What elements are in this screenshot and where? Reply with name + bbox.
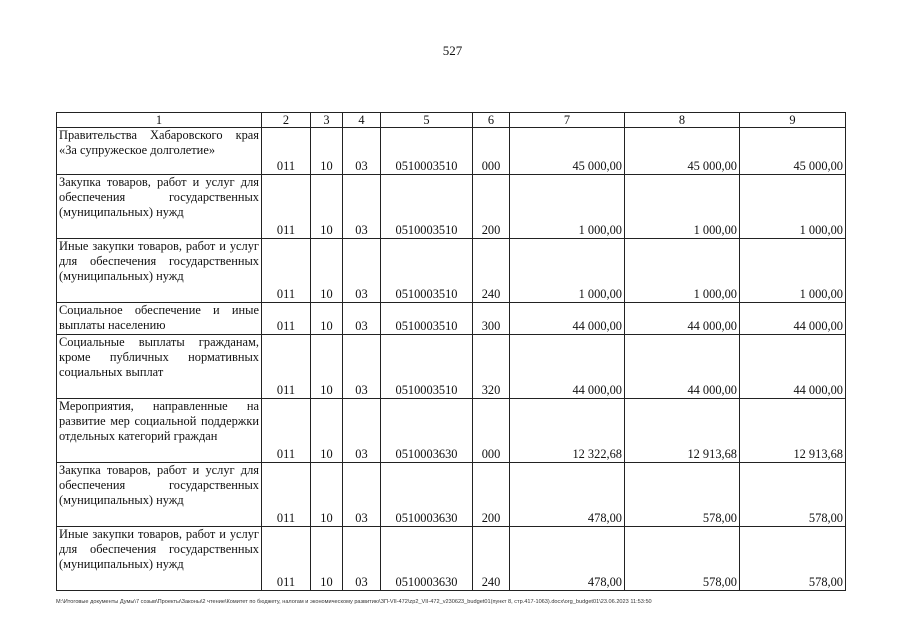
document-footer-path: M:\Итоговые документы Думы\7 созыв\Проекты\Законы\2 чтение\Комитет по бюджету, налогам и экономическому развитию\ЗП-VII-472\zp2_VII-472_v230623_budget01(пункт 8, стр.417-1063).docx\org_budget01\23.06.2023 11:53:50	[56, 599, 652, 605]
expense-type-cell: 240	[473, 527, 510, 591]
expense-type-cell: 320	[473, 335, 510, 399]
table-header-row	[57, 113, 846, 128]
amount-col8-cell: 44 000,00	[625, 303, 740, 335]
table-row	[57, 527, 846, 591]
section-cell: 10	[311, 128, 343, 175]
amount-col7-cell: 12 322,68	[510, 399, 625, 463]
expense-type-cell: 200	[473, 175, 510, 239]
header-cell: 8	[625, 113, 740, 128]
amount-col9-cell: 578,00	[740, 463, 846, 527]
table-row	[57, 175, 846, 239]
amount-col8-cell: 45 000,00	[625, 128, 740, 175]
row-name-cell: Социальные выплаты гражданам, кроме публичных нормативных социальных выплат	[57, 335, 262, 399]
subsection-cell: 03	[343, 239, 381, 303]
expense-type-cell: 000	[473, 128, 510, 175]
row-name-cell: Правительства Хабаровского края «За супружеское долголетие»	[57, 128, 262, 175]
expense-type-cell: 240	[473, 239, 510, 303]
section-cell: 10	[311, 335, 343, 399]
section-cell: 10	[311, 463, 343, 527]
amount-col7-cell: 45 000,00	[510, 128, 625, 175]
amount-col8-cell: 578,00	[625, 463, 740, 527]
expense-type-cell: 000	[473, 399, 510, 463]
budget-table	[56, 112, 846, 591]
target-article-cell: 0510003510	[381, 303, 473, 335]
ministry-code-cell: 011	[262, 239, 311, 303]
ministry-code-cell: 011	[262, 128, 311, 175]
amount-col8-cell: 578,00	[625, 527, 740, 591]
amount-col7-cell: 44 000,00	[510, 335, 625, 399]
subsection-cell: 03	[343, 335, 381, 399]
subsection-cell: 03	[343, 527, 381, 591]
table-row	[57, 399, 846, 463]
header-cell: 6	[473, 113, 510, 128]
subsection-cell: 03	[343, 128, 381, 175]
amount-col7-cell: 1 000,00	[510, 175, 625, 239]
header-cell: 5	[381, 113, 473, 128]
section-cell: 10	[311, 175, 343, 239]
table-row	[57, 239, 846, 303]
subsection-cell: 03	[343, 399, 381, 463]
row-name-cell: Мероприятия, направленные на развитие мер социальной поддержки отдельных категорий граждан	[57, 399, 262, 463]
row-name-cell: Иные закупки товаров, работ и услуг для обеспечения государственных (муниципальных) нужд	[57, 527, 262, 591]
amount-col9-cell: 578,00	[740, 527, 846, 591]
amount-col7-cell: 478,00	[510, 463, 625, 527]
subsection-cell: 03	[343, 303, 381, 335]
subsection-cell: 03	[343, 175, 381, 239]
amount-col9-cell: 12 913,68	[740, 399, 846, 463]
amount-col7-cell: 1 000,00	[510, 239, 625, 303]
target-article-cell: 0510003630	[381, 527, 473, 591]
ministry-code-cell: 011	[262, 335, 311, 399]
expense-type-cell: 300	[473, 303, 510, 335]
section-cell: 10	[311, 399, 343, 463]
amount-col9-cell: 45 000,00	[740, 128, 846, 175]
ministry-code-cell: 011	[262, 175, 311, 239]
target-article-cell: 0510003510	[381, 128, 473, 175]
table-row	[57, 335, 846, 399]
amount-col8-cell: 44 000,00	[625, 335, 740, 399]
table-row	[57, 463, 846, 527]
target-article-cell: 0510003630	[381, 463, 473, 527]
expense-type-cell: 200	[473, 463, 510, 527]
section-cell: 10	[311, 303, 343, 335]
amount-col7-cell: 478,00	[510, 527, 625, 591]
amount-col7-cell: 44 000,00	[510, 303, 625, 335]
row-name-cell: Закупка товаров, работ и услуг для обеспечения государственных (муниципальных) нужд	[57, 463, 262, 527]
row-name-cell: Иные закупки товаров, работ и услуг для обеспечения государственных (муниципальных) нужд	[57, 239, 262, 303]
amount-col8-cell: 1 000,00	[625, 175, 740, 239]
amount-col8-cell: 1 000,00	[625, 239, 740, 303]
ministry-code-cell: 011	[262, 399, 311, 463]
header-cell: 1	[57, 113, 262, 128]
page-number: 527	[442, 43, 463, 58]
target-article-cell: 0510003510	[381, 239, 473, 303]
amount-col9-cell: 1 000,00	[740, 175, 846, 239]
header-cell: 3	[311, 113, 343, 128]
row-name-cell: Социальное обеспечение и иные выплаты населению	[57, 303, 262, 335]
subsection-cell: 03	[343, 463, 381, 527]
ministry-code-cell: 011	[262, 303, 311, 335]
amount-col9-cell: 44 000,00	[740, 303, 846, 335]
target-article-cell: 0510003630	[381, 399, 473, 463]
section-cell: 10	[311, 239, 343, 303]
amount-col9-cell: 44 000,00	[740, 335, 846, 399]
target-article-cell: 0510003510	[381, 335, 473, 399]
section-cell: 10	[311, 527, 343, 591]
header-cell: 7	[510, 113, 625, 128]
header-cell: 9	[740, 113, 846, 128]
amount-col9-cell: 1 000,00	[740, 239, 846, 303]
target-article-cell: 0510003510	[381, 175, 473, 239]
row-name-cell: Закупка товаров, работ и услуг для обеспечения государственных (муниципальных) нужд	[57, 175, 262, 239]
header-cell: 4	[343, 113, 381, 128]
ministry-code-cell: 011	[262, 463, 311, 527]
ministry-code-cell: 011	[262, 527, 311, 591]
table-row	[57, 128, 846, 175]
table-row	[57, 303, 846, 335]
header-cell: 2	[262, 113, 311, 128]
amount-col8-cell: 12 913,68	[625, 399, 740, 463]
